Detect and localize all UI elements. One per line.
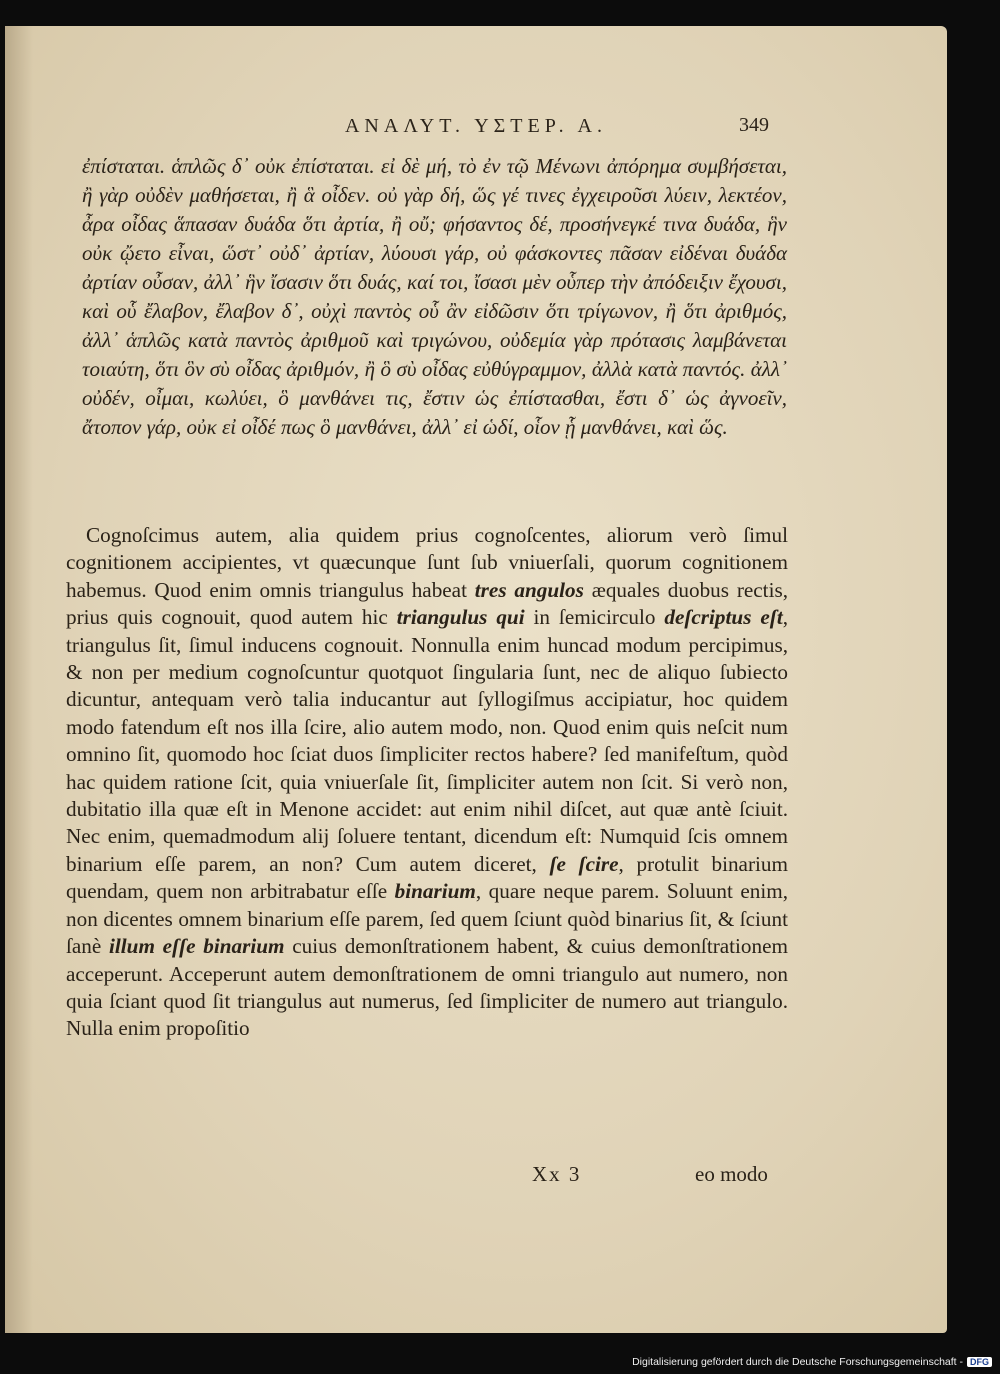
dfg-logo: DFG	[967, 1357, 992, 1367]
page-gutter-shadow	[5, 26, 33, 1333]
latin-text-run: , protulit binarium quendam, quem non arbitrabatur eſſe	[66, 851, 788, 904]
latin-text-run: Cognoſcimus autem, alia quidem prius cognoſcentes, aliorum verò ſimul cognitionem accipientes, vt quæcunque ſunt ſub vniuerſali, quorum cognitionem habemus. Quod enim omnis triangulus habeat	[66, 523, 788, 602]
latin-text-run: cuius demonſtrationem habent, & cuius demonſtrationem acceperunt. Acceperunt autem demonſtrationem de omni triangulo aut numero, non quia ſciant quod ſit triangulus aut numerus, ſed ſimpliciter de numero aut triangulo. Nulla enim propoſitio	[66, 934, 789, 1041]
latin-text-run: , triangulus ſit, ſimul inducens cognouit. Nonnulla enim huncad modum percipimus, & non per medium cognoſcuntur quotquot ſingularia ſunt, nec de aliquo ſubiecto dicuntur, antequam verò talia inducantur aut ſyllogiſmus accipiatur, hoc quidem modo fatendum eſt nos illa ſcire, alio autem modo, non. Quod enim quis neſcit num omnino ſit, quomodo hoc ſciat duos ſimpliciter rectos habere? ſed manifeſtum, quòd hac quidem ratione ſcit, quia vniuerſale ſit, ſimpliciter autem non ſcit. Si verò non, dubitatio illa quæ eſt in Menone accidet: aut enim nihil diſcet, aut quæ antè ſciuit. Nec enim, quemadmodum alij ſoluere tentant, dicendum eſt: Numquid ſcis omnem binarium eſſe parem, an non? Cum autem diceret,	[66, 605, 789, 876]
latin-emphasis: illum eſſe binarium	[109, 934, 285, 959]
latin-text-run: æquales duobus rectis, prius quis cognouit, quod autem hic	[66, 577, 788, 630]
latin-emphasis: tres angulos	[474, 577, 584, 602]
greek-text-block: ἐπίσταται. ἁπλῶς δ᾽ οὐκ ἐπίσταται. εἰ δὲ μή, τὸ ἐν τῷ Μένωνι ἀπόρημα συμβήσεται, ἢ γὰρ οὐδὲν μαθήσεται, ἢ ἃ οἶδεν. οὐ γὰρ δή, ὥς γέ τινες ἐγχειροῦσι λύειν, λεκτέον, ἆρα οἶδας ἅπασαν δυάδα ὅτι ἀρτία, ἢ οὔ; φήσαντος δέ, προσήνεγκέ τινα δυάδα, ἣν οὐκ ᾤετο εἶναι, ὥστ᾽ οὐδ᾽ ἀρτίαν, λύουσι γάρ, οὐ φάσκοντες πᾶσαν εἰδέναι δυάδα ἀρτίαν οὖσαν, ἀλλ᾽ ἣν ἴσασιν ὅτι δυάς, καί τοι, ἴσασι μὲν οὗπερ τὴν ἀπόδειξιν ἔχουσι, καὶ οὗ ἔλαβον, ἔλαβον δ᾽, οὐχὶ παντὸς οὗ ἂν εἰδῶσιν ὅτι τρίγωνον, ἢ ὅτι ἀριθμός, ἀλλ᾽ ἁπλῶς κατὰ παντὸς ἀριθμοῦ καὶ τριγώνου, οὐδεμία γὰρ πρότασις λαμβάνεται τοιαύτη, ὅτι ὃν σὺ οἶδας ἀριθμόν, ἢ ὃ σὺ οἶδας εὐθύγραμμον, ἀλλὰ κατὰ παντός. ἀλλ᾽ οὐδέν, οἶμαι, κωλύει, ὃ μανθάνει τις, ἔστιν ὡς ἐπίστασθαι, ἔστι δ᾽ ὡς ἀγνοεῖν, ἄτοπον γάρ, οὐκ εἰ οἶδέ πως ὃ μανθάνει, ἀλλ᾽ εἰ ὡδί, οἷον ᾗ μανθάνει, καὶ ὥς.	[82, 154, 787, 439]
latin-emphasis: deſcriptus eſt	[664, 605, 783, 630]
running-head: ΑΝΑΛΥΤ. ΥΣΤΕΡ. Α.	[344, 115, 607, 137]
latin-text-block	[66, 522, 788, 1043]
signature-mark: Xx 3	[532, 1162, 582, 1186]
latin-emphasis: ſe ſcire	[549, 851, 619, 876]
latin-emphasis: binarium	[394, 879, 476, 904]
page-number: 349	[739, 114, 769, 136]
book-page	[5, 26, 947, 1333]
latin-text-run: in ſemicirculo	[524, 605, 665, 630]
latin-text-run: , quare neque parem. Soluunt enim, non dicentes omnem binarium eſſe parem, ſed quem ſciunt quòd binarius ſit, & ſciunt ſanè	[66, 879, 788, 959]
catchword: eo modo	[695, 1162, 768, 1186]
digitization-footer	[632, 1356, 992, 1368]
footer-text: Digitalisierung gefördert durch die Deutsche Forschungsgemeinschaft -	[632, 1356, 963, 1368]
latin-emphasis: triangulus qui	[396, 605, 525, 630]
